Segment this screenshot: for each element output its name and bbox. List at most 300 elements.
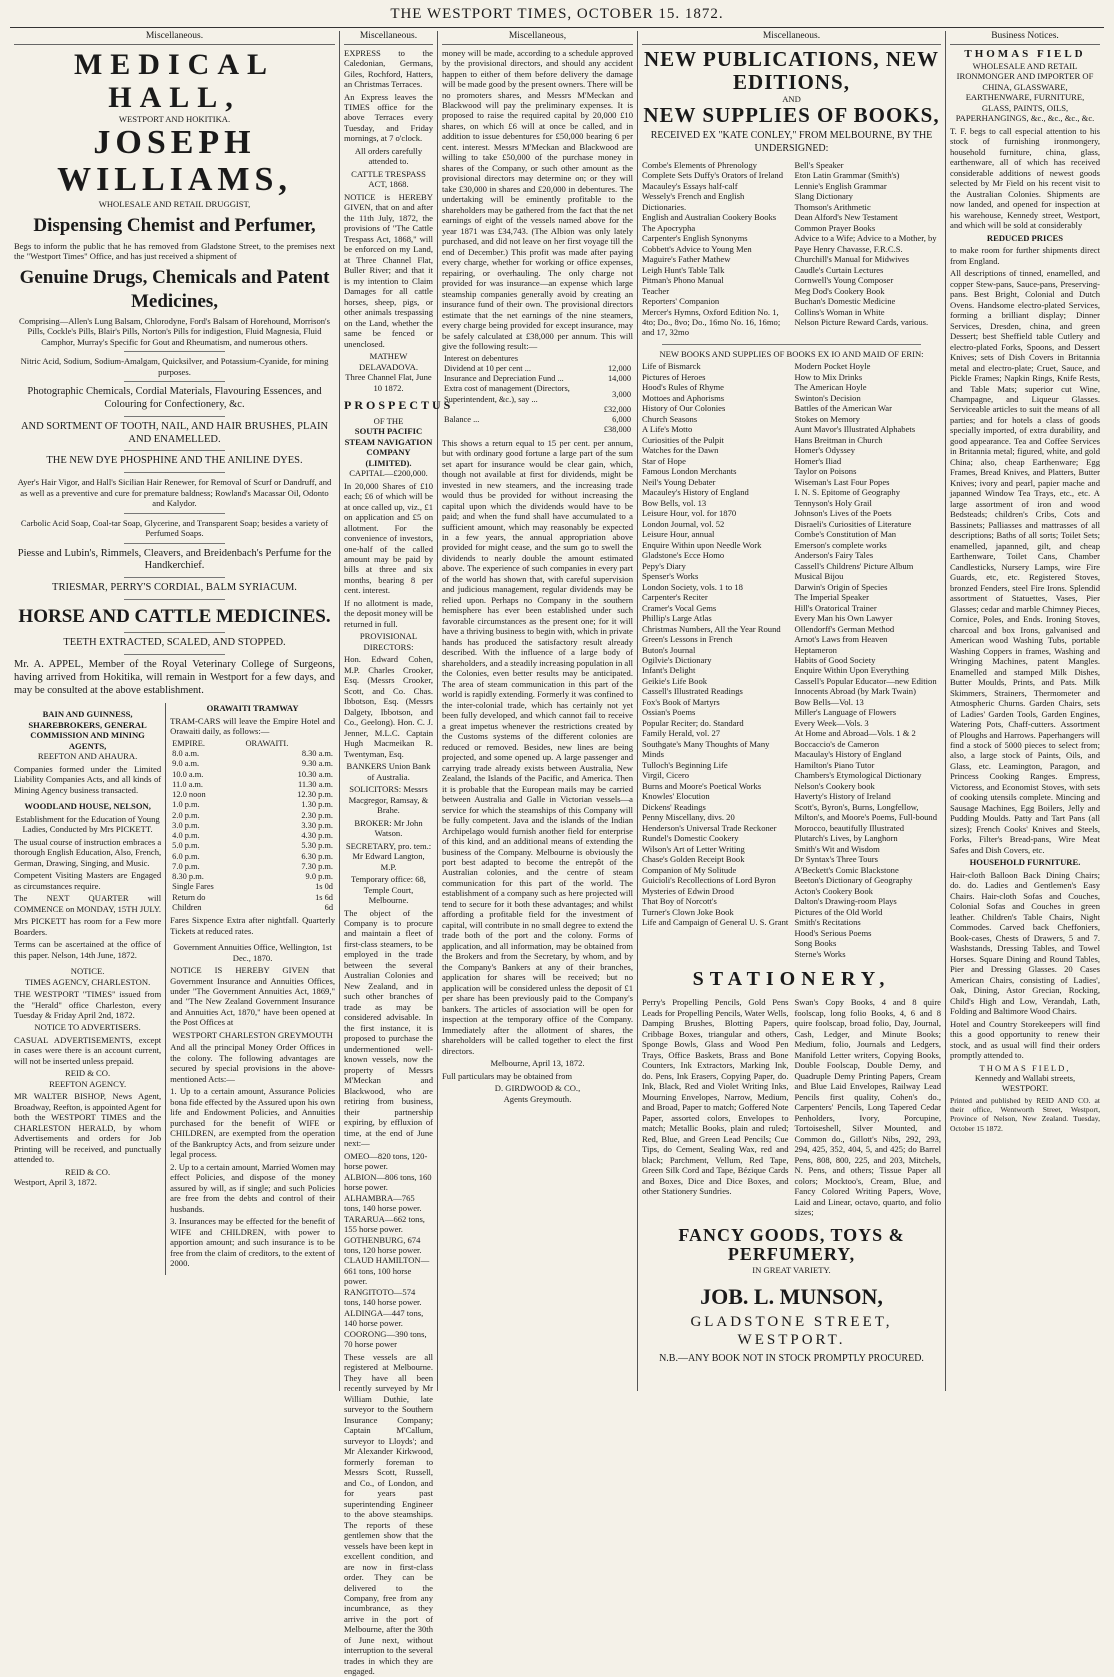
- timetable-row: [170, 800, 335, 810]
- druggist-line: WHOLESALE AND RETAIL DRUGGIST,: [98, 198, 251, 209]
- book-item: Smith's Wit and Wisdom: [794, 843, 880, 854]
- book-item: Arnot's Laws from Heaven: [794, 634, 888, 645]
- stationery-text-left: Perry's Propelling Pencils, Gold Pens Leads for Propelling Pencils, Water Wells, Damping Brushes, Blotting Papers, Cribbage Boxes, triangular and others, Sponge Bowls, Glass and Wood Pen Trays, Office Baskets, Brass and Bone Counters, Ink Extractors, Marking Ink, do. Pens, Ink Erasers, Copying Paper, do. Ink, Black, Red and Violet Writing Inks, Mourning Envelopes, Narrow, Medium, and Broad, Paper to match; Goffered Note Paper, assorted colors, Envelopes to match; Metallic Books, plain and ruled; Red, Blue, and Green Lead Pencils; Cue Tips, do Cement, Sealing Wax, red and black; Parchment, Vellum, Red Tape, Green Silk Cord and Tape, Bézique Cards and Boxes, Dice and Dice Boxes, and other Stationery Sundries.: [642, 997, 789, 1197]
- timetable-row-cell: 5.0 p.m.: [172, 841, 200, 851]
- financial-row-cell: £38,000: [603, 425, 631, 435]
- book-item: Carpenter's Reciter: [642, 592, 708, 603]
- cordial-line: TRIESMAR, PERRY'S CORDIAL, BALM SYRIACUM.: [52, 582, 297, 594]
- timetable-row-cell: 6.30 p.m.: [301, 851, 333, 861]
- book-item: Musical Bijou: [794, 571, 844, 582]
- fleet-item: TARARUA—662 tons, 155 horse power.: [344, 1213, 425, 1235]
- woodland-terms: Terms can be ascertained at the office of this paper. Nelson, 14th June, 1872.: [14, 939, 162, 960]
- reduced-text: to make room for further shipments direct from England.: [950, 245, 1100, 266]
- book-item: Sterne's Works: [794, 948, 846, 959]
- field-text: T. F. begs to call especial attention to his stock of furnishing ironmongery, household furniture, china, glass, earthenware, all of which has received considerable additions of newest goods selected by Mr Field on his recent visit to the Australian Colonies. Shipments are now landed, and opened for inspection at his warehouse, Kennedy street, Westport, and which will be sold at considerably: [950, 125, 1100, 231]
- timetable-header: ORAWAITI.: [245, 738, 289, 748]
- divider: [124, 351, 225, 352]
- book-item: Curiosities of the Pulpit: [642, 434, 724, 445]
- govt-item: 2. Up to a certain amount, Married Women may effect Policies, and dispose of the money assured by will, as if single; and such Policies are free from the debts and control of their husbands.: [170, 1161, 335, 1214]
- country-text: Hotel and Country Storekeepers will find this a good opportunity to renew their stock, and as usual will find their orders promptly attended to.: [950, 1018, 1100, 1061]
- book-item: Burns and Moore's Poetical Works: [642, 780, 762, 791]
- prospectus-heading: PROSPECTUS: [344, 398, 454, 413]
- new-supplies-heading: NEW SUPPLIES OF BOOKS,: [643, 103, 940, 128]
- book-item: Haverty's History of Ireland: [794, 791, 891, 802]
- timetable-row: [170, 852, 335, 862]
- book-item: Geikie's Life Book: [642, 675, 708, 686]
- fare-row: [170, 882, 335, 892]
- section-heading: Miscellaneous,: [442, 31, 633, 45]
- book-item: Hood's Serious Poems: [794, 927, 872, 938]
- timetable-row-cell: 5.30 p.m.: [301, 841, 333, 851]
- book-item: Companion of My Solitude: [642, 864, 737, 875]
- timetable-row-cell: 7.30 p.m.: [301, 861, 333, 871]
- bain-text: Companies formed under the Limited Liability Companies Acts, and all kinds of Mining Agency business transacted.: [14, 763, 162, 795]
- book-item: Modern Pocket Hoyle: [794, 361, 871, 372]
- timetable-row-cell: 11.0 a.m.: [172, 779, 204, 789]
- financial-row-cell: Interest on debentures: [444, 353, 518, 363]
- book-item: Henderson's Universal Trade Reckoner: [642, 822, 777, 833]
- govt-item: 1. Up to a certain amount, Assurance Policies bona fide effected by the Assured upon his own life and Endowment Policies, and Annuities purchased for the benefit of WIFE or CHILDREN, are exempted from the operation of the Bankruptcy Acts, and from seizure under legal process.: [170, 1086, 335, 1160]
- book-item: Southgate's Many Thoughts of Many Minds: [642, 738, 770, 760]
- book-item: Caudle's Curtain Lectures: [794, 264, 884, 275]
- books-list-1: [642, 158, 941, 340]
- financial-row: [442, 384, 633, 405]
- financial-row-cell: [442, 405, 602, 415]
- book-item: Macauley's Essays half-calf: [642, 180, 738, 191]
- book-item: Buton's Journal: [642, 644, 696, 655]
- prospectus-continued: money will be made, according to a schedule approved by the provisional directors, and should any accident happen to either of them before delivery the damage will be made good by the present owners. There will be no promoters shares, and Messrs M'Meckan and Blackwood will pay the preliminary expenses. It is proposed to raise the required capital by 20,000 £10 shares, on which £6 will at once be called, and in addition to issue debentures for £50,000 bearing 6 per cent. interest. Messrs M'Meckan and Blackwood are willing to take £50,000 of the purchase money in shares of the Company, or such other amount as the provisional directors may determine on; or they will take £30,000 in shares and £20,000 in debentures. The undertaking will be eminently profitable to the shareholders may be gathered from the fact that the net earnings of eight of the vessels named above for the year 1871 was £34,743. (The Albion was only lately purchased, and did not leave on her first voyage till the end of December.) This profit was made after paying every charge, whether for working or office expenses, repairing, or overhauling. The only charge not provided for was insurance—an expense which large steamship companies generally avoid by creating an insurance fund of their own. The provisional directors estimate that the net earnings of the nine steamers, every charge being provided for except insurance, may be safely calculated at £38,000 per annum. This will give the following result:—: [442, 47, 634, 352]
- financial-row-cell: 12,000: [607, 363, 631, 373]
- books-list-2-left: [642, 361, 789, 927]
- government-annuities-ad: [170, 942, 335, 1269]
- book-item: The Apocrypha: [642, 222, 696, 233]
- horse-cattle-heading: HORSE AND CATTLE MEDICINES.: [18, 606, 331, 628]
- book-item: Lennie's English Grammar: [794, 180, 887, 191]
- book-item: Battles of the American War: [794, 403, 892, 414]
- timetable-row-cell: 11.30 a.m.: [297, 779, 333, 789]
- book-item: Family Herald, vol. 27: [642, 728, 721, 739]
- woodland-text: Establishment for the Education of Young Ladies, Conducted by Mrs PICKETT.: [15, 813, 160, 835]
- melbourne-date: Melbourne, April 13, 1872.: [490, 1058, 585, 1069]
- fare-row-cell: 6d: [324, 902, 333, 912]
- book-item: Spenser's Works: [642, 571, 699, 582]
- book-item: Scott's, Byron's, Burns, Longfellow, Milton's, and Moore's Poems, Full-bound Morocco, beautifully Illustrated: [794, 801, 938, 833]
- section-heading: Miscellaneous.: [14, 31, 335, 45]
- stock-list: All descriptions of tinned, enamelled, and copper Stew-pans, Sauce-pans, Preserving-pans. Best Bright, Colonial and Dutch Ovens. Handsome electro-plated Services, forming a brilliant display; Dinner Services, Dresden, china, and green Dessert; best Sheffield table Cutlery and electro-plated Forks, Spoons, and Dessert Knives; sets of Dish Covers in Britannia metal and electro-plate; Cruet, Sauce, and Pickle Frames; Napkin Rings, Knife Rests, and Table Mats; superior cut Wine, Champagne, and Liqueur Glasses. Serviceable articles to suit the means of all parties; and for hotels a class of goods specially imported, of extra durability, and good appearance. Tea and Coffee Services in Britannia metal; figured, white, and gold China; also, cheap Earthenware; Egg Frames, Bread Knives, and Platters, Butter Knives; ivory and pearl, papier mache and japanned Window Tea Trays, etc., etc. A large assortment of iron and wood Bedsteads; children's Cribs, Cots and Bassinets; Palliasses and mattrasses of all descriptions; Baths of all sorts; Toilet Sets; enamelled, japanned, gilt, and cheap Earthenware, Toilet Cans, Chamber Candlesticks, Nursery Lamps, wire Fire Guards, etc, etc. Registered Stoves, bronzed Fenders, steel Fire Irons. Splendid assortment of Statuettes, Vases, Pier Glasses; cedar and marble Chimney Pieces, Cornice, Poles, and Ends. Ironing Stoves, charcoal and box Irons, galvanised and American wood Washing Tubs, portable Washing Coppers in frames, Washing and Wringing Machines, patent Mangles. Enamelled and stamped Milk Dishes, Butter Moulds, Prints, and Pats. Milk Skimmers, Strainers, Thermometer and Atmospheric Churns. Garden Chairs, sets of Ladies' Garden Tools, Garden Engines, Watering Pots, Chaff-cutters. Assortment of Ploughs and Harrows. Paperhangers will find a stock of 5000 pieces to select from; also, a large stock of Paints, Oils, and Glass, etc. Leamington, Paragon, and Princess Cooking Ranges. Empress, Victoress, and Economist Stoves, with sets of cooking utensils complete. Mincing and Sausage Machines, Egg Boilers, Jelly and Pudding Moulds. Patty and Tart Pans (all sizes); French Cooks' Knives and Steels, Forks, Filter's Bread-pans, Wire Meat Safes and Dish Covers, etc.: [950, 268, 1100, 855]
- timetable-header: EMPIRE.: [172, 738, 205, 748]
- genuine-drugs-heading: Genuine Drugs, Chemicals and Patent Medicines,: [19, 267, 330, 312]
- financial-row-cell: Insurance and Depreciation Fund ...: [444, 374, 564, 384]
- munson-address: GLADSTONE STREET, WESTPORT.: [690, 1313, 893, 1348]
- fleet-item: RANGITOTO—574 tons, 140 horse power.: [344, 1286, 422, 1308]
- book-item: Advice to a Wife; Advice to a Mother, by Paye Henry Chavasse, F.R.C.S.: [794, 233, 937, 254]
- book-item: That Boy of Norcott's: [642, 896, 717, 907]
- book-item: Every Week—Vols. 3: [794, 717, 869, 728]
- book-item: Churchill's Manual for Midwives: [794, 254, 909, 265]
- fleet-item: ALBION—806 tons, 160 horse power.: [344, 1171, 432, 1193]
- express-text: EXPRESS to the Caledonian, Germans, Giles, Rochford, Hatters, an Christmas Terraces.: [344, 47, 433, 90]
- imprint: Printed and published by REID AND CO. at their office, Wentworth Street, Westport, Province of Nelson, New Zealand. Tuesday, October 15 1872.: [950, 1095, 1100, 1133]
- book-item: Combe's Elements of Phrenology: [642, 159, 757, 170]
- timetable-row-cell: 9.30 a.m.: [301, 759, 333, 769]
- book-item: Thomson's Arithmetic: [794, 201, 871, 212]
- book-item: Cornwell's Young Composer: [794, 275, 894, 286]
- bain-title: BAIN AND GUINNESS, SHAREBROKERS, GENERAL COMMISSION AND MINING AGENTS,: [28, 709, 147, 751]
- book-item: Hans Breitman in Church: [794, 434, 883, 445]
- joseph-williams-title: JOSEPH WILLIAMS,: [57, 124, 292, 199]
- prospectus-text-2: This shows a return equal to 15 per cent. per annum, but with ordinary good fortune a large part of the sum set apart for insurance would be clear gain, which, though not available at first for dividends, might be invested in new steamers, and the increasing trade would thus be provided for without increasing the capital upon which the dividends would have to be paid; and when the fund shall have accumulated to a sufficient amount, which may reasonably be expected in a few years, the annual appropriation above provided for might cease, and the sum go to swell the dividends to nearly double the amount estimated above. The experience of such companies in every part of the world has shown that, with careful supervision and judicious management, regular dividends may be relied upon. Perhaps no Company in the southern hemisphere has ever been established under such favorable circumstances as the present one; for it will have a thriving business to begin with, which in private hands has produced the satisfactory result already described. With the influence of a large body of shareholders, and a steadily increasing population in all the Colonies, even better results may be anticipated. The area of steam communication in this part of the world is rapidly extending. Formerly it was confined to the inter-colonial trade, which has certainly not yet been fully developed, and which cannot fail to receive a great impetus whenever the restrictions created by the Customs systems of the different colonies are reduced or removed. Besides, new lines are being projected, and some opened up. A large passenger and carrying trade already exists between Australia, New Zealand, the Islands of the Pacific, and America. Then it is probable that the European mails may be carried between Australia and Galle in Victorian vessels—a service for which the steamships of this Company will be fully competent. Java and the islands of the Indian Archipelago would furnish another field for enterprise of this kind, and an additional means of extending the business of the Company. Melbourne is obviously the port best adapted to become the entrepôt of the Australian colonies, and the centre of steam communication for this part of the world. The establishment of a company such as here projected will tend to secure for it both these advantages; and whilst affording a profitable field for the investment of capital, will contribute in no small degree to extend the trade both of the port and the colony. Forms of application, and all information, may be obtained from the Brokers and from the Secretary, by whom, and by the Company's Bankers at any of their branches, application for shares will be received; but no application will be considered unless the deposit of £1 per share has been previously paid to the Company's bankers. The articles of association will be open for inspection at the temporary office of the Company. Immediately after the allotment of shares, the shareholders will be called together to elect the first directors.: [442, 437, 633, 1056]
- munson-name: JOB. L. MUNSON,: [700, 1283, 883, 1309]
- divider: [662, 344, 921, 345]
- timetable-row-cell: 1.0 p.m.: [172, 800, 200, 810]
- and-line: AND: [782, 93, 801, 104]
- financial-row: [442, 425, 633, 435]
- timetable-row-cell: 9.0 a.m.: [172, 759, 200, 769]
- column-4: [638, 31, 946, 1391]
- vessels-text: These vessels are all registered at Melbourne. They have all been recently surveyed by Mr William Duthie, late surveyor to the Southern Insurance Company; Captain M'Callum, surveyor to Lloyds'; and Mr Alexander Kirkwood, formerly foreman to Messrs Scott, Russell, and Co., of London, and for years past superintending Engineer to the above steamships. The reports of these gentlemen show that the vessels have been kept in excellent condition, and are now in first-class order. They can be delivered to the Company, free from any incumbrance, as they arrive in the port of Melbourne, after the 30th of June next, without interruption to the several trades in which they are engaged.: [344, 1351, 433, 1677]
- book-item: Reporters' Companion: [642, 296, 720, 307]
- photographic-chemicals: Photographic Chemicals, Cordial Materials, Flavouring Essences, and Colouring for Confectionery, &c.: [27, 386, 322, 411]
- fleet-list: [344, 1151, 433, 1350]
- timetable-row: [170, 759, 335, 769]
- timetable-row-cell: 2.0 p.m.: [172, 810, 200, 820]
- variety-line: IN GREAT VARIETY.: [752, 1265, 831, 1276]
- timetable-row: [170, 811, 335, 821]
- book-item: Combe's Constitution of Man: [794, 529, 897, 540]
- times-agency-heading: TIMES AGENCY, CHARLESTON.: [24, 976, 151, 987]
- divider: [124, 654, 225, 655]
- fleet-item: GOTHENBURG, 674 tons, 120 horse power.: [344, 1234, 422, 1255]
- book-item: Leisure Hour, vol. for 1870: [642, 508, 737, 519]
- fare-row: [170, 893, 335, 903]
- hair-products-text: Ayer's Hair Vigor, and Hall's Sicilian Hair Renewer, for Removal of Scurf or Dandruff, and as well as a preventive and cure for premature baldness; Rowland's Macassar Oil, Odonto and Kalydor.: [17, 477, 332, 509]
- book-item: Chase's Golden Receipt Book: [642, 854, 745, 865]
- book-item: Pictures of the Old World: [794, 906, 883, 917]
- book-item: Smith's Recitations: [794, 917, 861, 928]
- book-item: Fox's Book of Martyrs: [642, 696, 720, 707]
- book-item: Bow Bells, vol. 13: [642, 497, 707, 508]
- book-item: Eton Latin Grammar (Smith's): [794, 170, 900, 181]
- fare-row-cell: 1s 0d: [315, 882, 333, 892]
- book-item: Collins's Woman in White: [794, 306, 885, 317]
- book-item: Bell's Speaker: [794, 159, 844, 170]
- woodland-room: Mrs PICKETT has room for a Few more Boarders.: [14, 916, 162, 937]
- book-item: Disraeli's Curiosities of Literature: [794, 518, 912, 529]
- stationery-list: [642, 995, 941, 1219]
- book-item: Watches for the Dawn: [642, 445, 719, 456]
- book-item: London Society, vols. 1 to 18: [642, 581, 743, 592]
- book-item: Stokes on Memory: [794, 413, 860, 424]
- book-item: London Journal, vol. 52: [642, 518, 725, 529]
- book-item: Ogilvie's Dictionary: [642, 655, 712, 665]
- book-item: Tennyson's Holy Grail: [794, 497, 872, 508]
- book-item: Rundel's Domestic Cookery: [642, 833, 739, 844]
- orders-line: All orders carefully attended to.: [354, 145, 423, 167]
- book-item: Cassell's Illustrated Readings: [642, 686, 743, 697]
- fare-row-cell: Return do: [172, 892, 206, 902]
- book-item: Pitman's Phono Manual: [642, 275, 724, 286]
- new-publications-heading: NEW PUBLICATIONS, NEW EDITIONS,: [643, 46, 940, 94]
- column-2: [340, 31, 454, 1677]
- fancy-goods-heading: FANCY GOODS, TOYS & PERFUMERY,: [678, 1224, 905, 1265]
- bishop-date: Westport, April 3, 1872.: [14, 1177, 97, 1188]
- reduced-prices: REDUCED PRICES: [986, 232, 1064, 243]
- books-list-2: [642, 359, 941, 961]
- book-item: Teacher: [642, 285, 670, 296]
- financial-row: [442, 374, 633, 384]
- household-text: Hair-cloth Balloon Back Dining Chairs; do. do. Ladies and Gentlemen's Easy Chairs. Hair-cloth Sofas and Couches, Colonial Sofas and Couches in green leather. Children's Table Chairs, Night Commodes. Carved back Cheffoniers, Book-cases, Chests of Drawers, 5 and 7. Washstands, Dressing Tables, and Towel Horses. Square Dining and Round Tables, Pier and Dressing Glasses. 20 Cases American Chairs, consisting of Ladies', Oak, Dining, Astor Grecian, Rocking, Child's High and Low, Verandah, Lath, Folding and Baltimore Wood Chairs.: [950, 869, 1100, 1017]
- book-item: Leisure Hour, annual: [642, 529, 715, 540]
- fleet-item: OMEO—820 tons, 120-horse power.: [344, 1150, 428, 1172]
- financial-row-cell: Dividend at 10 per cent ...: [444, 363, 531, 373]
- fare-row-cell: Single Fares: [172, 882, 214, 892]
- divider: [124, 599, 225, 600]
- of-the-line: OF THE: [373, 415, 404, 426]
- bishop-signature: REID & CO.: [65, 1166, 111, 1177]
- book-item: Acton's Cookery Book: [794, 885, 873, 896]
- book-item: Cobbett's Advice to Young Men: [642, 243, 752, 254]
- timetable-row-cell: 6.0 p.m.: [172, 851, 200, 861]
- nb-line: N.B.—ANY BOOK NOT IN STOCK PROMPTLY PROCURED.: [659, 1353, 924, 1365]
- timetable-row: [170, 749, 335, 759]
- book-item: Enquire Within Upon Everything: [794, 665, 909, 676]
- book-item: History of Our Colonies: [642, 403, 726, 414]
- section-heading: Business Notices.: [950, 31, 1100, 45]
- section-heading: Miscellaneous.: [642, 31, 941, 45]
- divider: [124, 381, 225, 382]
- timetable-row-cell: 3.0 p.m.: [172, 820, 200, 830]
- woodland-house-ad: [14, 801, 161, 960]
- book-item: Star of Hope: [642, 455, 686, 466]
- financial-row-cell: [442, 425, 602, 435]
- brushes-line: AND SORTMENT OF TOOTH, NAIL, AND HAIR BRUSHES, PLAIN AND ENAMELLED.: [20, 420, 329, 445]
- book-item: Phillip's Large Atlas: [642, 613, 712, 624]
- financial-row: [442, 405, 633, 415]
- book-item: At Home and Abroad—Vols. 1 & 2: [794, 728, 916, 739]
- book-item: English and Australian Cookery Books: [642, 212, 777, 223]
- book-item: Johnson's Lives of the Poets: [794, 508, 892, 519]
- book-item: Hill's Oratorical Trainer: [794, 602, 877, 613]
- book-item: Macauley's History of England: [642, 487, 749, 498]
- book-item: Pepy's Diary: [642, 560, 686, 571]
- book-item: Habits of Good Society: [794, 655, 876, 665]
- book-item: Church Seasons: [642, 413, 698, 424]
- nitric-acid-text: Nitric Acid, Sodium, Sodium-Amalgam, Quicksilver, and Potassium-Cyanide, for mining purposes.: [20, 356, 329, 377]
- book-item: Cramer's Vocal Gems: [642, 602, 717, 613]
- cattle-act-title: CATTLE TRESPASS ACT, 1868.: [351, 168, 426, 190]
- govt-item: 3. Insurances may be effected for the benefit of WIFE and CHILDREN, with power to apportion amount; and such insurance is to be free from the claim of creditors, to the extent of 2000.: [170, 1216, 335, 1269]
- divider: [124, 416, 225, 417]
- book-item: Chambers's Etymological Dictionary: [794, 770, 922, 781]
- book-item: Famous London Merchants: [642, 466, 737, 477]
- book-item: Turner's Clown Joke Book: [642, 906, 734, 917]
- fare-row-cell: 1s 6d: [315, 892, 333, 902]
- book-item: Cassell's Childrens' Picture Album: [794, 560, 914, 571]
- book-item: Taylor on Poisons: [794, 466, 857, 477]
- timetable-row-cell: 10.30 a.m.: [297, 769, 333, 779]
- book-item: Dr Syntax's Three Tours: [794, 854, 878, 865]
- fare-row-cell: Children: [172, 902, 202, 912]
- column-3: [438, 31, 638, 1391]
- dispensing-heading: Dispensing Chemist and Perfumer,: [33, 215, 316, 237]
- govt-notice: NOTICE IS HEREBY GIVEN that Government Insurance and Annuities Offices, under "The Government Annuities Act, 1869," and "The New Zealand Government Insurance and Annuities Act, 1870," have been opened at the Post Offices at: [170, 965, 335, 1028]
- book-item: I. N. S. Epitome of Geography: [794, 487, 900, 498]
- book-item: Miller's Language of Flowers: [794, 707, 897, 718]
- stationery-heading: STATIONERY,: [692, 968, 891, 991]
- book-item: Knowles' Elocution: [642, 791, 710, 802]
- fares-note: Fares Sixpence Extra after nightfall. Quarterly Tickets at reduced rates.: [170, 915, 335, 936]
- cattle-signature: MATHEW DELAVADOVA.: [359, 351, 418, 372]
- reefton-agency-heading: REEFTON AGENCY.: [49, 1078, 127, 1089]
- book-item: Dalton's Drawing-room Plays: [794, 896, 897, 907]
- book-item: Beeton's Dictionary of Geography: [794, 875, 913, 886]
- woodland-title: WOODLAND HOUSE, NELSON,: [24, 801, 151, 812]
- book-item: Song Books: [794, 938, 837, 949]
- medical-hall-title: MEDICAL HALL,: [73, 47, 275, 114]
- section-heading: Miscellaneous.: [344, 31, 433, 45]
- timetable-row: [170, 780, 335, 790]
- financial-row-cell: Extra cost of management (Directors, Superintendent, &c.), say ...: [444, 384, 570, 404]
- book-item: Anderson's Fairy Tales: [794, 550, 874, 561]
- book-item: Enquire Within upon Needle Work: [642, 539, 762, 550]
- book-item: Guicioli's Recollections of Lord Byron: [642, 875, 776, 886]
- book-item: The American Hoyle: [794, 382, 867, 393]
- cattle-act-text: NOTICE is HEREBY GIVEN, that on and after the 11th July, 1872, the provisions of "The Cattle Trespass Act, 1868," will be enforced on my Land, at Three Channel Flat, Buller River; and that it is my intention to Claim Damages for all cattle horses, sheep, pigs, or other animals trespassing on the Land, whether the same be fenced or unenclosed.: [344, 191, 433, 349]
- household-heading: HOUSEHOLD FURNITURE.: [969, 857, 1081, 868]
- book-item: Every Man his Own Lawyer: [794, 613, 893, 624]
- book-item: Leigh Hunt's Table Talk: [642, 264, 725, 275]
- field-subtitle: WHOLESALE AND RETAIL IRONMONGER AND IMPORTER OF CHINA, GLASSWARE, EARTHENWARE, FURNITURE, GLASS, PAINTS, OILS, PAPERHANGINGS, &c., &c., &c., &c.: [955, 60, 1095, 124]
- divider: [124, 450, 225, 451]
- book-item: Emerson's complete works: [794, 539, 887, 550]
- timetable-row-cell: 4.30 p.m.: [301, 831, 333, 841]
- perfumes-line: Piesse and Lubin's, Rimmels, Cleavers, and Breidenbach's Perfume for the Handkerchief.: [17, 547, 332, 572]
- timetable-row-cell: 7.0 p.m.: [172, 861, 200, 871]
- book-item: Buchan's Domestic Medicine: [794, 296, 896, 307]
- book-item: Life of Bismarck: [642, 361, 701, 372]
- directors-list: Hon. Edward Cohen, M.P. Charles Crooker, Esq. (Messrs Crooker, Scott, and Co. Chas. Ibbotson, Esq. (Messrs Dalgety, Ibbotson, and Co., Geelong). Hon. C. J. Jenner, M.L.C. Captain Hugh Macmeikan R. Twentyman, Esq.: [344, 654, 433, 759]
- fleet-item: ALHAMBRA—765 tons, 140 horse power.: [344, 1192, 422, 1214]
- tramway-timetable: [170, 739, 335, 883]
- book-item: Heptameron: [794, 644, 837, 655]
- book-item: Plutarch's Lives, by Langhorn: [794, 833, 898, 844]
- casual-ads-text: CASUAL ADVERTISEMENTS, except in cases were there is an account current, will not be inserted unless prepaid.: [14, 1034, 162, 1066]
- bishop-text: MR WALTER BISHOP, News Agent, Broadway, Reefton, is appointed Agent for both the WESTPORT TIMES and the CHARLESTON HERALD, by whom Advertisements and orders for Job Printing will be received, and punctually attended to.: [14, 1091, 162, 1165]
- timetable-row: [170, 770, 335, 780]
- book-item: Mysteries of Edwin Drood: [642, 885, 734, 896]
- book-item: Darwin's Origin of Species: [794, 581, 888, 592]
- book-item: Life and Campaign of General U. S. Grant: [642, 917, 789, 928]
- govt-places: WESTPORT CHARLESTON GREYMOUTH: [172, 1029, 333, 1040]
- book-item: A'Beckett's Comic Blackstone: [794, 864, 899, 875]
- timetable-row-cell: 8.0 a.m.: [172, 749, 200, 759]
- divider: [124, 632, 225, 633]
- secretary-line: SECRETARY, pro. tem.: Mr Edward Langton, M.P.: [345, 840, 432, 872]
- timetable-row: [170, 862, 335, 872]
- appel-notice: Mr. A. APPEL, Member of the Royal Veterinary College of Surgeons, having arrived from Hokitika, will remain in Westport for a few days, and may be consulted at the above establishment.: [14, 659, 335, 696]
- express-schedule: An Express leaves the TIMES office for the above Terraces every Tuesday, and Friday mornings, at 7 o'clock.: [344, 91, 433, 144]
- timetable-row: [170, 790, 335, 800]
- books-list-2-right: [795, 361, 942, 959]
- timetable-row: [170, 872, 335, 882]
- book-item: Homer's Odyssey: [794, 445, 856, 456]
- book-item: The Imperial Speaker: [794, 592, 869, 603]
- book-item: Wessely's French and English Dictionaries.: [642, 191, 745, 212]
- book-item: Homer's Iliad: [794, 455, 842, 466]
- financial-row: [442, 354, 633, 364]
- book-item: Virgil, Cicero: [642, 770, 690, 781]
- teeth-line: TEETH EXTRACTED, SCALED, AND STOPPED.: [63, 637, 286, 649]
- medical-hall-subtitle: WESTPORT AND HOKITIKA.: [118, 113, 231, 124]
- temporary-office: Temporary office: 68, Temple Court, Melbourne.: [351, 874, 426, 906]
- timetable-row-cell: 1.30 p.m.: [301, 800, 333, 810]
- timetable-row-cell: 9.0 p.m.: [305, 872, 333, 882]
- book-item: Maguire's Father Mathew: [642, 254, 731, 265]
- financial-row-cell: 3,000: [612, 389, 631, 399]
- book-item: Ollendorff's German Method: [794, 623, 895, 634]
- girdwood-name: D. GIRDWOOD & CO.,: [494, 1083, 581, 1094]
- book-item: Mottoes and Aphorisms: [642, 392, 725, 403]
- timetable-row-cell: 3.30 p.m.: [301, 820, 333, 830]
- book-item: Penny Miscellany, divs. 20: [642, 812, 735, 823]
- orawaiti-title: ORAWAITI TRAMWAY: [206, 703, 299, 714]
- book-item: Common Prayer Books: [794, 222, 876, 233]
- received-line: RECEIVED EX "KATE CONLEY," FROM MELBOURNE, BY THE UNDERSIGNED:: [650, 130, 933, 154]
- times-agency-text: THE WESTPORT "TIMES" issued from the "Herald" office Charleston, every Tuesday & Friday April 2nd, 1872.: [14, 989, 162, 1020]
- stationery-text-right: Swan's Copy Books, 4 and 8 quire foolscap, long folio Books, 4, 6 and 8 quire foolscap, broad folio, Day, Journal, Cash, Ledger, and Minute Books; Medium, folio, Journals and Ledgers, Manifold Letter writers, Copying Books, Double Foolscap, Double Demy, and Quadruple Demy Printing Papers, Cream and Blue Laid Envelopes, Railway Lead Pencils first quality, Cohen's do., Carpenters' Pencils, Long Tapered Cedar Penholders, Ivory, Porcupine, Tortoiseshell, Silver Mounted, and Common do., Gillott's Nibs, 292, 293, 294, 425, 352, 404, 5, and 425; do Barrel Pens, 808, 800, 225, and 203, Mitchels, N. Pens, and others; Tissue Paper all colors; Mocktoo's, Cream, Blue, and Fancy Colored Writing Papers, Wove, Laid and Linear, octavo, quarto, and folio sizes;: [794, 997, 941, 1218]
- books-list-1-left: [642, 160, 789, 338]
- financial-row-cell: 14,000: [607, 374, 631, 384]
- timetable-row: [170, 831, 335, 841]
- dyes-line: THE NEW DYE PHOSPHINE AND THE ANILINE DYES.: [46, 455, 303, 467]
- books-list-1-right: [795, 160, 942, 328]
- field-address: Kennedy and Wallabi streets,: [974, 1073, 1076, 1083]
- no-allotment-text: If no allotment is made, the deposit money will be returned in full.: [344, 597, 433, 629]
- agents-line: Agents Greymouth.: [503, 1093, 572, 1104]
- book-item: Slang Dictionary: [794, 191, 853, 202]
- timetable-row-cell: 8.30 a.m.: [301, 749, 333, 759]
- solicitors-line: SOLICITORS: Messrs Macgregor, Ramsay, & Brahe.: [348, 784, 429, 816]
- book-item: Green's Lessons in French: [642, 634, 733, 645]
- timetable-row-cell: 12.30 p.m.: [297, 790, 333, 800]
- bain-location: REEFTON AND AHAURA.: [37, 751, 138, 762]
- bain-guinness-ad: [14, 709, 161, 795]
- book-item: Dickens' Readings: [642, 801, 706, 812]
- book-item: Bow Bells—Vol. 13: [794, 696, 864, 707]
- financial-row-cell: £32,000: [603, 404, 631, 414]
- book-item: Tulloch's Beginning Life: [642, 759, 728, 770]
- financial-row-cell: Balance ...: [444, 415, 480, 425]
- fleet-item: CLAUD HAMILTON—661 tons, 100 horse power.: [344, 1255, 430, 1287]
- field-title: THOMAS FIELD: [964, 47, 1086, 60]
- comprising-text: Comprising—Allen's Lung Balsam, Chlorodyne, Ford's Balsam of Horehound, Morrison's Pills, Cockle's Pills, Blair's Pills, Norton's Pills for indigestion, Fluid Magnesia, Fluid Camphor, Murray's Specific for Gout and Rheumatism, and numerous others.: [19, 315, 330, 347]
- fare-row: [170, 903, 335, 913]
- divider: [124, 543, 225, 544]
- woodland-masters: Competent Visiting Masters are Engaged as circumstances require.: [14, 870, 162, 891]
- bankers-line: BANKERS Union Bank of Australia.: [346, 761, 431, 782]
- cattle-date: Three Channel Flat, June 10 1872.: [345, 372, 432, 393]
- book-item: Boccaccio's de Cameron: [794, 738, 880, 749]
- book-item: Infant's Delight: [642, 665, 696, 676]
- book-item: Nelson's Cookery book: [794, 780, 875, 791]
- book-item: Mercer's Hymns, Oxford Edition No. 1, 4to; Do., 8vo; Do., 16mo No. 16, 16mo; and 17, 32mo: [642, 306, 781, 338]
- new-books-heading: NEW BOOKS AND SUPPLIES OF BOOKS EX IO AND MAID OF ERIN:: [659, 348, 924, 359]
- fares-table: [170, 882, 335, 913]
- book-item: Gladstone's Ecce Homo: [642, 550, 725, 561]
- divider: [124, 472, 225, 473]
- column-1: [10, 31, 340, 1391]
- book-item: Wilson's Art of Letter Writing: [642, 843, 745, 854]
